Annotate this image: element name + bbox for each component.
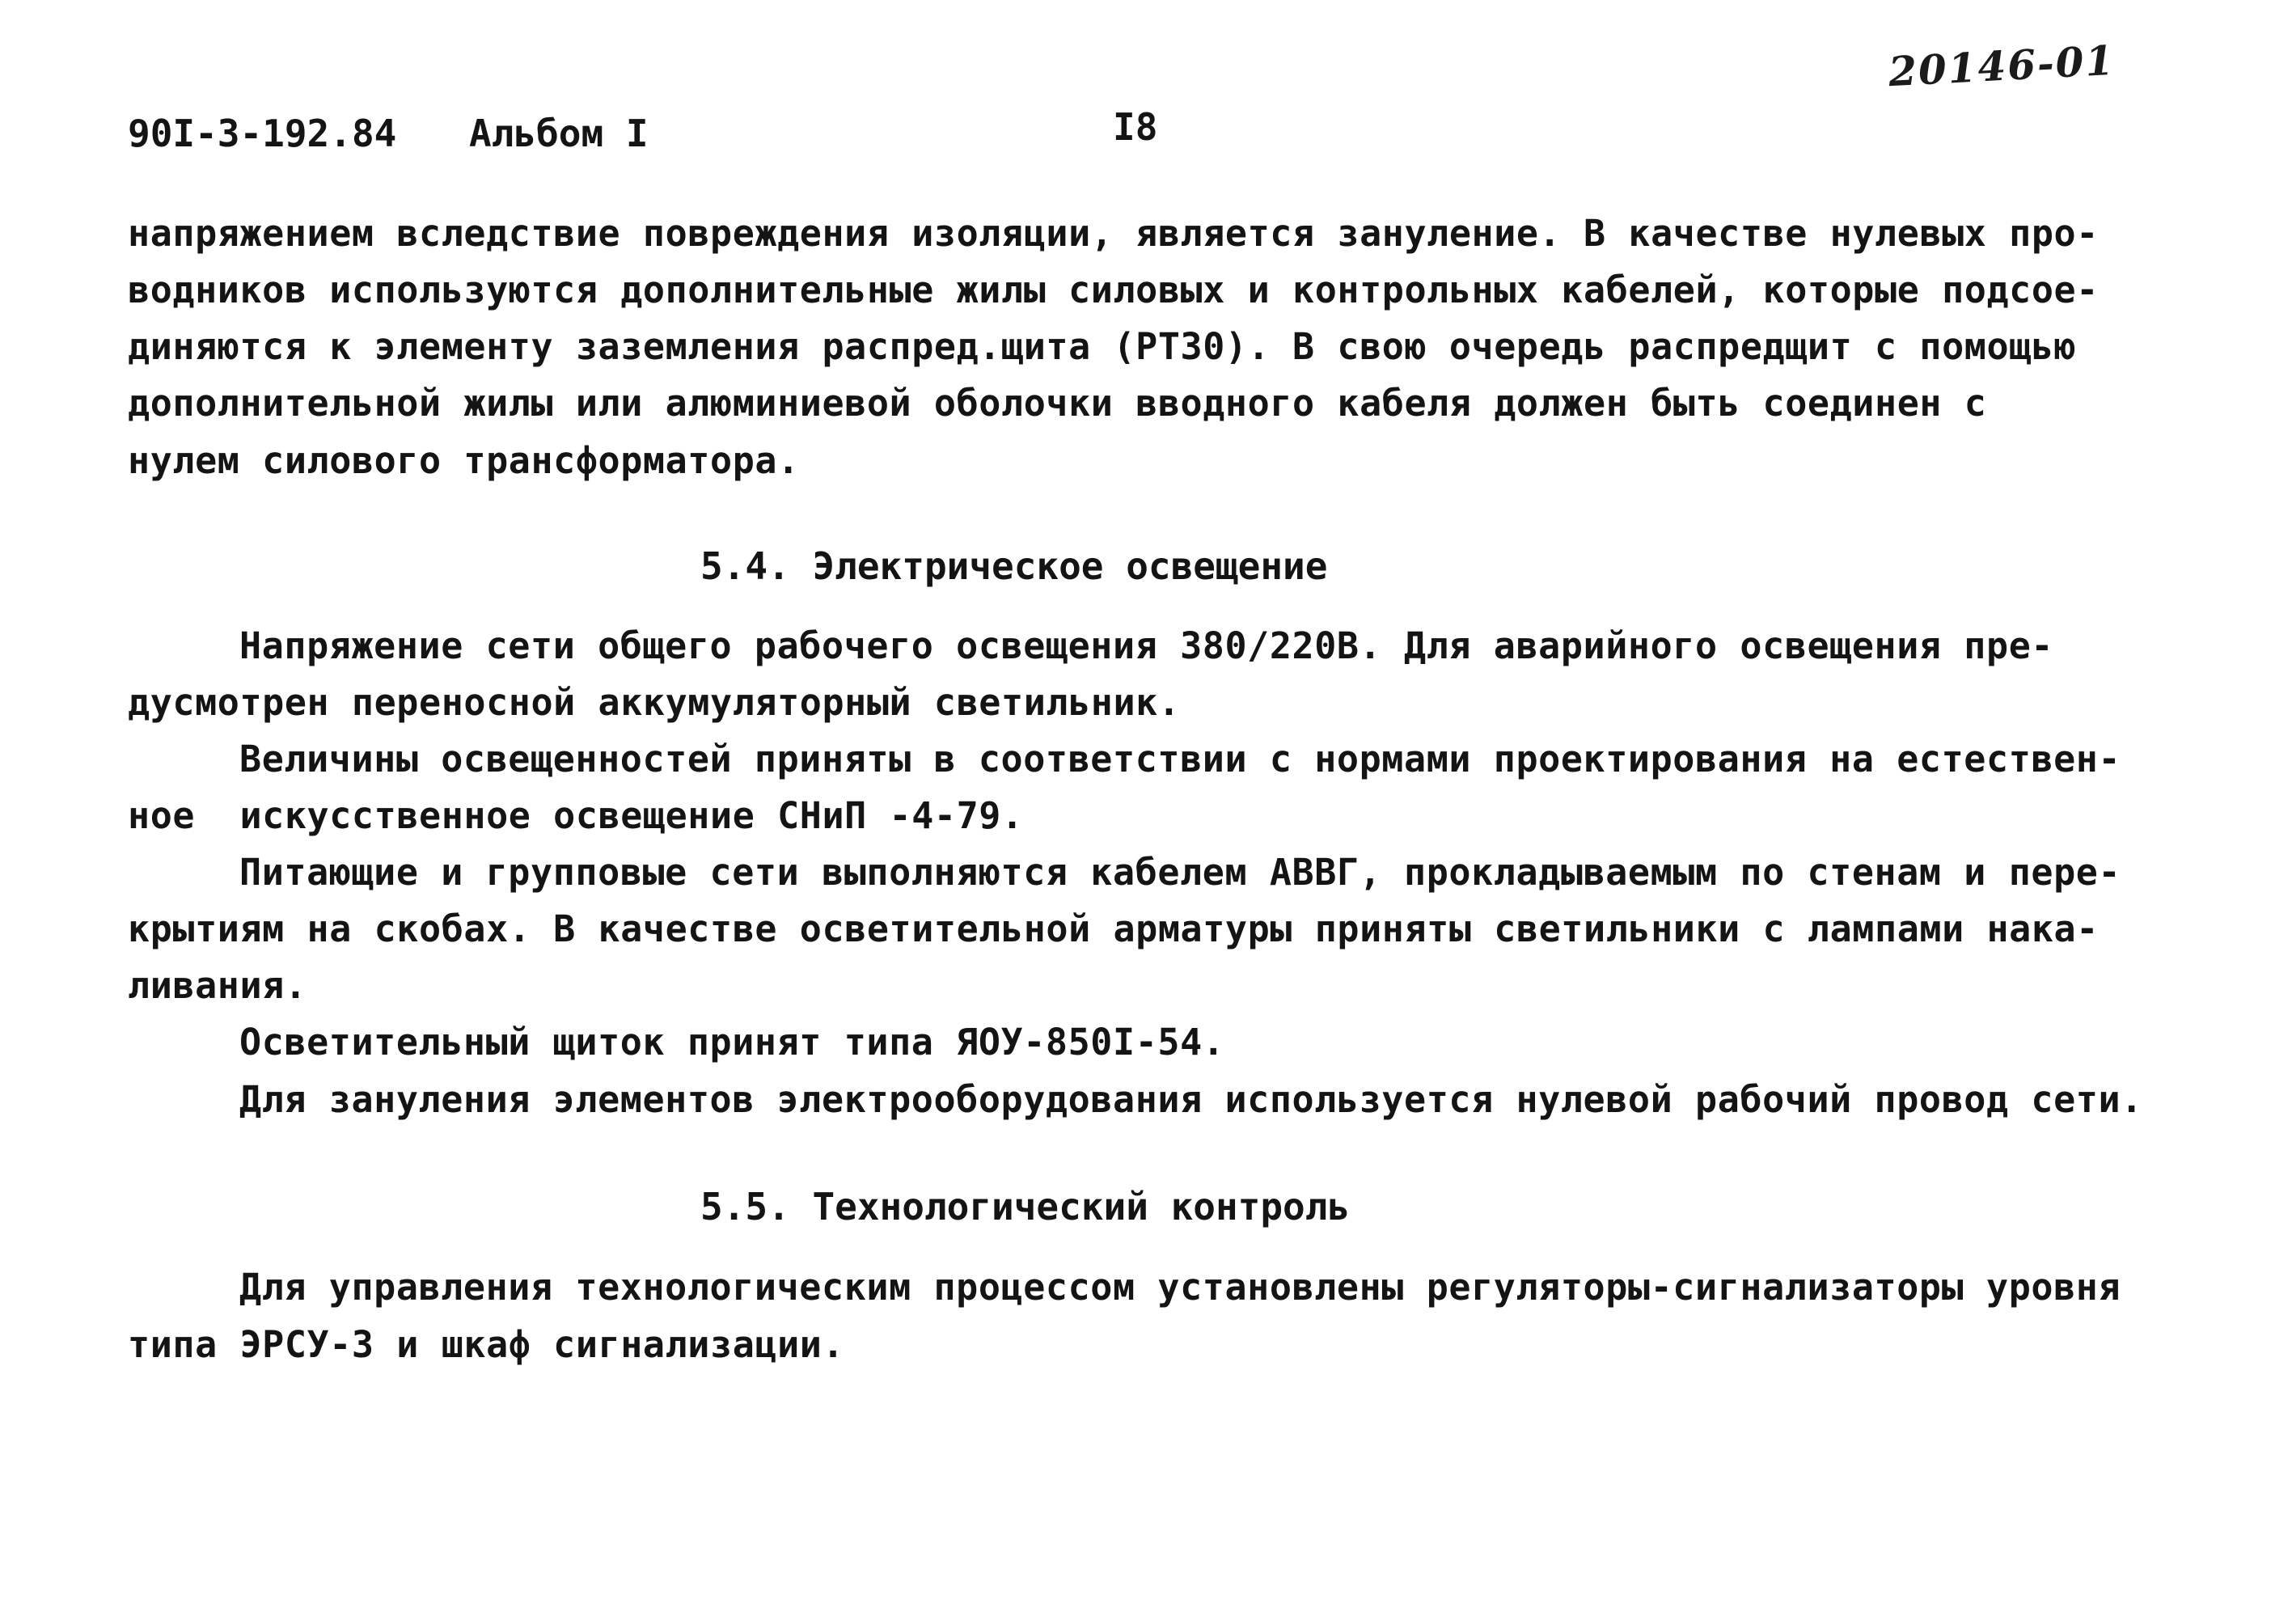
handwritten-inventory-number: 20146-01 <box>1887 36 2117 96</box>
page-number: I8 <box>1113 105 1158 149</box>
section-54-line: Величины освещенностей приняты в соответствии с нормами проектирования на естествен- <box>239 738 2121 780</box>
intro-line: дополнительной жилы или алюминиевой оболочки вводного кабеля должен быть соединен с <box>128 382 1987 425</box>
section-54-line: дусмотрен переносной аккумуляторный светильник. <box>128 681 1181 724</box>
section-54-line: Напряжение сети общего рабочего освещения 380/220В. Для аварийного освещения пре- <box>239 624 2054 667</box>
section-heading-lighting: 5.4. Электрическое освещение <box>700 544 1328 588</box>
document-code: 90I-3-192.84 <box>128 112 397 155</box>
album-label: Альбом I <box>469 112 649 155</box>
section-55-line: Для управления технологическим процессом установлены регуляторы-сигнализаторы уровня <box>239 1266 2121 1309</box>
section-54-line: Осветительный щиток принят типа ЯОУ-850I-54. <box>239 1021 1225 1064</box>
section-54-line: крытиям на скобах. В качестве осветительной арматуры приняты светильники с лампами нака- <box>128 907 2099 950</box>
intro-line: напряжением вследствие повреждения изоляции, является зануление. В качестве нулевых про- <box>128 212 2099 255</box>
section-54-line: Питающие и групповые сети выполняются кабелем АВВГ, прокладываемым по стенам и пере- <box>239 851 2121 894</box>
section-heading-process-control: 5.5. Технологический контроль <box>700 1185 1351 1229</box>
intro-line: водников используются дополнительные жилы силовых и контрольных кабелей, которые подсое- <box>128 269 2099 311</box>
intro-line: диняются к элементу заземления распред.щита (РТЗ0). В свою очередь распредщит с помощью <box>128 325 2077 368</box>
section-54-line: ное искусственное освещение СНиП -4-79. <box>128 794 1024 837</box>
intro-line: нулем силового трансформатора. <box>128 439 800 482</box>
section-54-line: ливания. <box>128 964 307 1007</box>
section-55-line: типа ЭРСУ-3 и шкаф сигнализации. <box>128 1323 845 1366</box>
section-54-line: Для зануления элементов электрооборудования используется нулевой рабочий провод сети. <box>239 1078 2143 1121</box>
